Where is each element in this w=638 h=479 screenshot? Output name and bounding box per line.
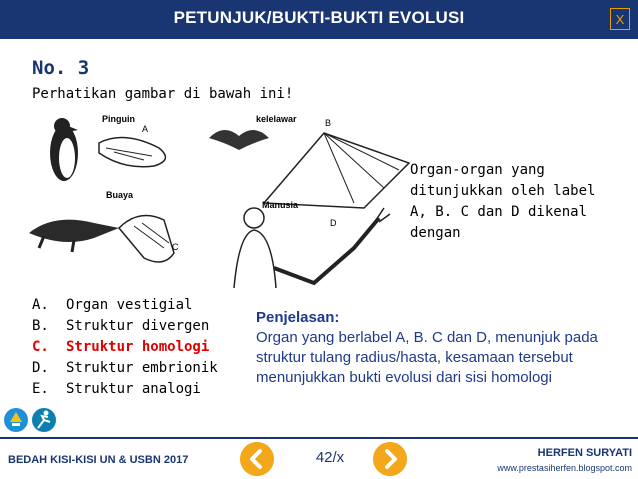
footer-divider — [0, 437, 638, 439]
explanation-box — [256, 309, 628, 388]
label-d: D — [330, 218, 337, 228]
option-b[interactable] — [32, 316, 218, 337]
institution-logos — [2, 400, 62, 440]
label-crocodile: Buaya — [106, 190, 134, 200]
blog-link[interactable]: www.prestasiherfen.blogspot.com — [497, 463, 632, 473]
option-letter: D. — [32, 360, 49, 376]
option-text: Struktur homologi — [66, 339, 210, 355]
page-indicator: 42/x — [315, 449, 345, 466]
label-c: C — [172, 242, 179, 252]
figure-description: Organ-organ yang ditunjukkan oleh label A, B. C dan D dikenal dengan — [410, 162, 596, 241]
option-a[interactable] — [32, 295, 218, 316]
footer-course-title: BEDAH KISI-KISI UN & USBN 2017 — [8, 454, 189, 466]
option-text: Struktur embrionik — [66, 360, 218, 376]
label-human: Manusia — [262, 200, 299, 210]
option-text: Struktur divergen — [66, 318, 210, 334]
option-letter: A. — [32, 297, 49, 313]
close-button[interactable]: X — [610, 8, 630, 30]
homologous-organs-figure — [24, 108, 414, 290]
header-bar — [0, 0, 638, 39]
option-letter: E. — [32, 381, 49, 397]
page-title: PETUNJUK/BUKTI-BUKTI EVOLUSI — [173, 8, 465, 27]
option-text: Struktur analogi — [66, 381, 201, 397]
question-number: No. 3 — [32, 57, 90, 79]
runner-logo-icon — [32, 408, 56, 432]
label-penguin: Pinguin — [102, 114, 135, 124]
footer-author-block — [497, 447, 632, 473]
option-c-correct[interactable] — [32, 337, 218, 358]
label-b: B — [325, 118, 332, 128]
option-letter: B. — [32, 318, 49, 334]
answer-options — [32, 295, 218, 400]
explanation-title: Penjelasan: — [256, 309, 340, 326]
option-e[interactable] — [32, 379, 218, 400]
tut-wuri-logo-icon — [4, 408, 28, 432]
previous-button[interactable] — [240, 442, 274, 476]
next-button[interactable] — [373, 442, 407, 476]
option-letter: C. — [32, 339, 49, 355]
option-d[interactable] — [32, 358, 218, 379]
author-name: HERFEN SURYATI — [537, 447, 632, 459]
label-bat: kelelawar — [256, 114, 297, 124]
option-text: Organ vestigial — [66, 297, 193, 313]
explanation-body: Organ yang berlabel A, B. C dan D, menunjuk pada struktur tulang radius/hasta, kesamaan tersebut menunjukkan bukti evolusi dari sisi homologi — [256, 329, 598, 386]
question-prompt: Perhatikan gambar di bawah ini! — [32, 86, 294, 102]
label-a: A — [142, 124, 149, 134]
